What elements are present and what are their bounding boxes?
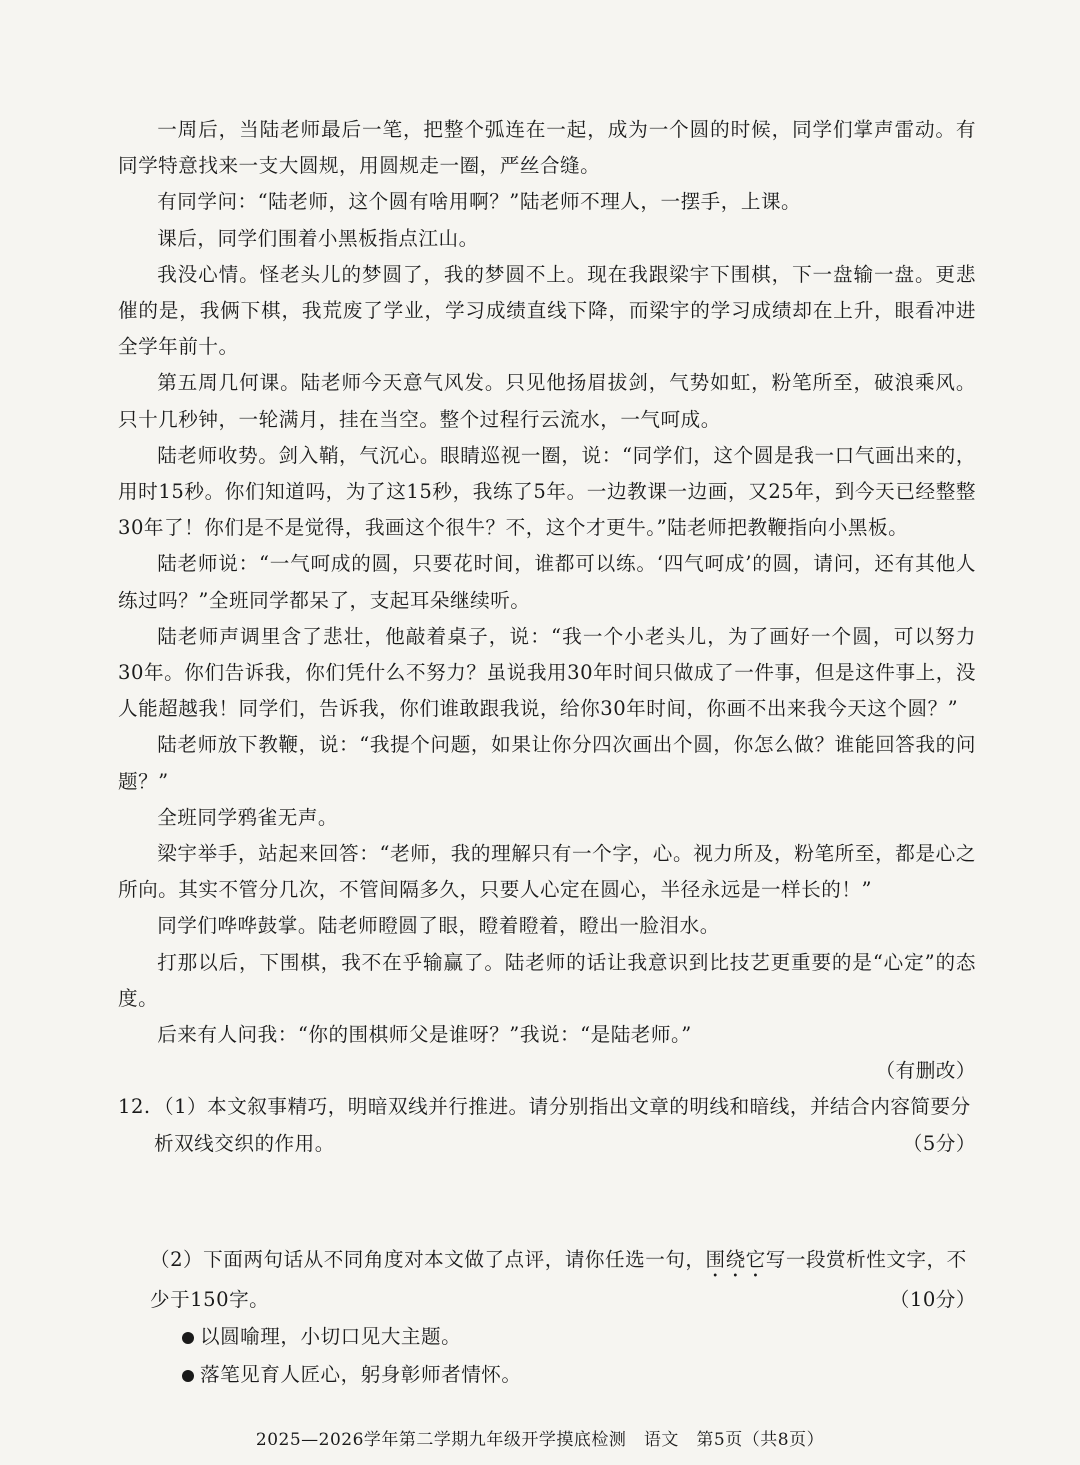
- question-number: 12.: [118, 1095, 151, 1119]
- paragraph: 陆老师收势。剑入鞘，气沉心。眼睛巡视一圈，说：“同学们，这个圆是我一口气画出来的，用时15秒。你们知道吗，为了这15秒，我练了5年。一边教课一边画，又25年，到今天已经整整30年了！你们是不是觉得，我画这个很牛？不，这个才更牛。”陆老师把教鞭指向小黑板。: [118, 443, 976, 540]
- page-footer: 2025—2026学年第二学期九年级开学摸底检测 语文 第5页（共8页）: [255, 1430, 825, 1450]
- bullet-text: 以圆喻理，小切口见大主题。: [200, 1325, 462, 1349]
- paragraph: 有同学问：“陆老师，这个圆有啥用啊？”陆老师不理人，一摆手，上课。: [157, 190, 802, 214]
- paragraph: 梁宇举手，站起来回答：“老师，我的理解只有一个字，心。视力所及，粉笔所至，都是心之所向。其实不管分几次，不管间隔多久，只要人心定在圆心，半径永远是一样长的！”: [118, 842, 976, 902]
- paragraph: 一周后，当陆老师最后一笔，把整个弧连在一起，成为一个圆的时候，同学们掌声雷动。有同学特意找来一支大圆规，用圆规走一圈，严丝合缝。: [118, 118, 976, 178]
- paragraph: 同学们哗哗鼓掌。陆老师瞪圆了眼，瞪着瞪着，瞪出一脸泪水。: [157, 914, 720, 938]
- question-score: （10分）: [889, 1287, 976, 1311]
- paragraph: 后来有人问我：“你的围棋师父是谁呀？”我说：“是陆老师。”: [157, 1023, 692, 1047]
- paragraph: 陆老师放下教鞭，说：“我提个问题，如果让你分四次画出个圆，你怎么做？谁能回答我的问题？”: [118, 733, 976, 793]
- paragraph: 陆老师声调里含了悲壮，他敲着桌子，说：“我一个小老头儿，为了画好一个圆，可以努力30年。你们告诉我，你们凭什么不努力？虽说我用30年时间只做成了一件事，但是这件事上，没人能超越我！同学们，告诉我，你们谁敢跟我说，给你30年时间，你画不出来我今天这个圆？”: [118, 624, 976, 721]
- question-score: （5分）: [902, 1131, 976, 1155]
- emphasized-text: 围绕它: [705, 1247, 766, 1271]
- question-text: （1）本文叙事精巧，明暗双线并行推进。请分别指出文章的明线和暗线，并结合内容简要分析双线交织的作用。: [154, 1095, 971, 1155]
- paragraph: 打那以后，下围棋，我不在乎输赢了。陆老师的话让我意识到比技艺更重要的是“心定”的态度。: [118, 950, 976, 1010]
- paragraph: 课后，同学们围着小黑板指点江山。: [157, 226, 479, 250]
- paragraph: 全班同学鸦雀无声。: [157, 805, 339, 829]
- source-note: （有删改）: [875, 1059, 976, 1083]
- passage-body: [118, 112, 976, 1394]
- bullet-item: [182, 1318, 976, 1356]
- question-12-part-2: [118, 1242, 976, 1318]
- bullet-dot-icon: [182, 1370, 194, 1382]
- paragraph: 我没心情。怪老头儿的梦圆了，我的梦圆不上。现在我跟梁宇下围棋，下一盘输一盘。更悲催的是，我俩下棋，我荒废了学业，学习成绩直线下降，而梁宇的学习成绩却在上升，眼看冲进全学年前十。: [118, 262, 976, 359]
- question-12-part-1: [118, 1089, 976, 1161]
- paragraph: 陆老师说：“一气呵成的圆，只要花时间，谁都可以练。‘四气呵成’的圆，请问，还有其他人练过吗？”全班同学都呆了，支起耳朵继续听。: [118, 552, 976, 612]
- bullet-list: [182, 1318, 976, 1394]
- paragraph: 第五周几何课。陆老师今天意气风发。只见他扬眉拔剑，气势如虹，粉笔所至，破浪乘风。只十几秒钟，一轮满月，挂在当空。整个过程行云流水，一气呵成。: [118, 371, 976, 431]
- question-text-a: （2）下面两句话从不同角度对本文做了点评，请你任选一句，: [150, 1247, 706, 1271]
- bullet-text: 落笔见育人匠心，躬身彰师者情怀。: [200, 1363, 522, 1387]
- question-text-b: 写一段赏析性文字，不少于150字。: [150, 1247, 967, 1311]
- bullet-item: [182, 1356, 976, 1394]
- bullet-dot-icon: [182, 1332, 194, 1344]
